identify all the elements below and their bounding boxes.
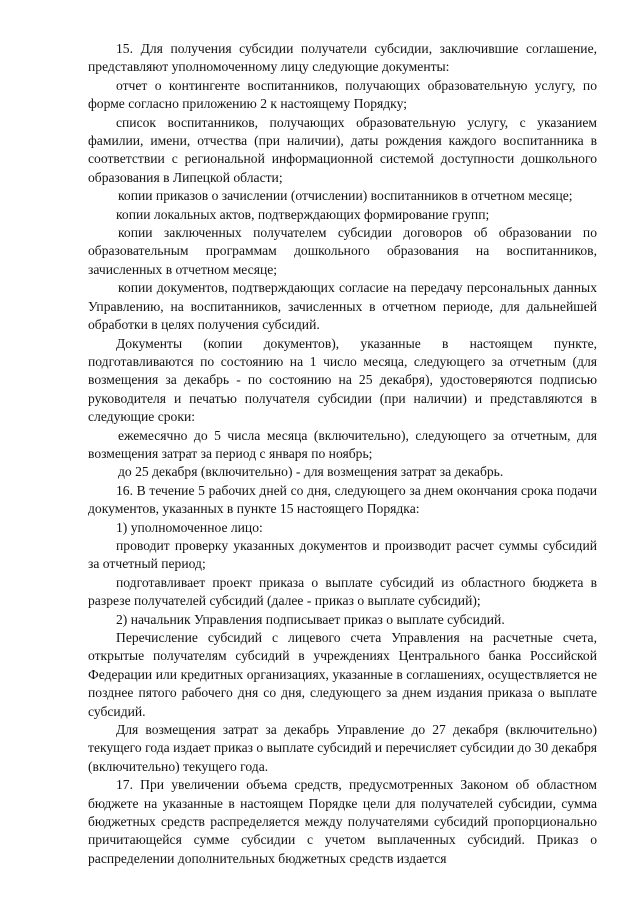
paragraph-contingent-report: отчет о контингенте воспитанников, получающих образовательную услугу, по форме согласно приложению 2 к настоящему Порядку; (88, 77, 597, 112)
paragraph-monthly-deadline: ежемесячно до 5 числа месяца (включительно), следующего за отчетным, для возмещения затрат за период с января по ноябрь; (88, 427, 597, 461)
paragraph-draft-order: подготавливает проект приказа о выплате субсидий из областного бюджета в разрезе получателей субсидий (далее - приказ о выплате субсидий); (88, 574, 597, 609)
paragraph-transfer: Перечисление субсидий с лицевого счета Управления на расчетные счета, открытые получателям субсидий в учреждениях Центрального банка Российской Федерации или кредитных организациях, указанные в соглашениях, осуществляется не позднее пятого рабочего дня со дня, следующего за днем издания приказа о выплате субсидий. (88, 630, 597, 719)
paragraph-pupil-list: список воспитанников, получающих образовательную услугу, с указанием фамилии, имени, отчества (при наличии), даты рождения каждого воспитанника в соответствии с региональной информационной системой доступности дошкольного образования в Липецкой области; (88, 114, 597, 185)
paragraph-personal-data-consent: копии документов, подтверждающих согласие на передачу персональных данных Управлению, на воспитанников, зачисленных в отчетном периоде, для дальнейшей обработки в целях получения субсидий. (88, 280, 597, 333)
paragraph-december-deadline: до 25 декабря (включительно) - для возмещения затрат за декабрь. (118, 464, 504, 480)
paragraph-17: 17. При увеличении объема средств, предусмотренных Законом об областном бюджете на указанные в настоящем Порядке цели для получателей субсидии, сумма бюджетных средств распределяется между получателями субсидий пропорционально причитающейся сумме субсидии с учетом выплаченных субсидий. Приказ о распределении дополнительных бюджетных средств издается (88, 777, 597, 866)
paragraph-education-contracts: копии заключенных получателем субсидии договоров об образовании по образовательным программам дошкольного образования на воспитанников, зачисленных в отчетном месяце; (88, 225, 597, 277)
paragraph-authorized-person: 1) уполномоченное лицо: (116, 519, 263, 535)
paragraph-enrollment-orders: копии приказов о зачислении (отчислении) воспитанников в отчетном месяце; (118, 188, 573, 204)
paragraph-local-acts: копии локальных актов, подтверждающих формирование групп; (116, 206, 490, 222)
document-body (88, 40, 597, 868)
paragraph-december-reimbursement: Для возмещения затрат за декабрь Управление до 27 декабря (включительно) текущего года издает приказ о выплате субсидий и перечисляет субсидии до 30 декабря (включительно) текущего года. (88, 722, 597, 774)
paragraph-16-intro: 16. В течение 5 рабочих дней со дня, следующего за днем окончания срока подачи документов, указанных в пункте 15 настоящего Порядка: (88, 482, 597, 517)
paragraph-documents-deadline: Документы (копии документов), указанные в настоящем пункте, подготавливаются по состоянию на 1 число месяца, следующего за отчетным (для возмещения за декабрь - по состоянию на 25 декабря), удостоверяются подписью руководителя и печатью получателя субсидии (при наличии) и представляются в следующие сроки: (88, 335, 597, 425)
paragraph-15-intro: 15. Для получения субсидии получатели субсидии, заключившие соглашение, представляют уполномоченному лицу следующие документы: (88, 41, 597, 75)
paragraph-verification: проводит проверку указанных документов и производит расчет суммы субсидий за отчетный период; (88, 537, 597, 572)
paragraph-head-signs: 2) начальник Управления подписывает приказ о выплате субсидий. (116, 611, 505, 627)
